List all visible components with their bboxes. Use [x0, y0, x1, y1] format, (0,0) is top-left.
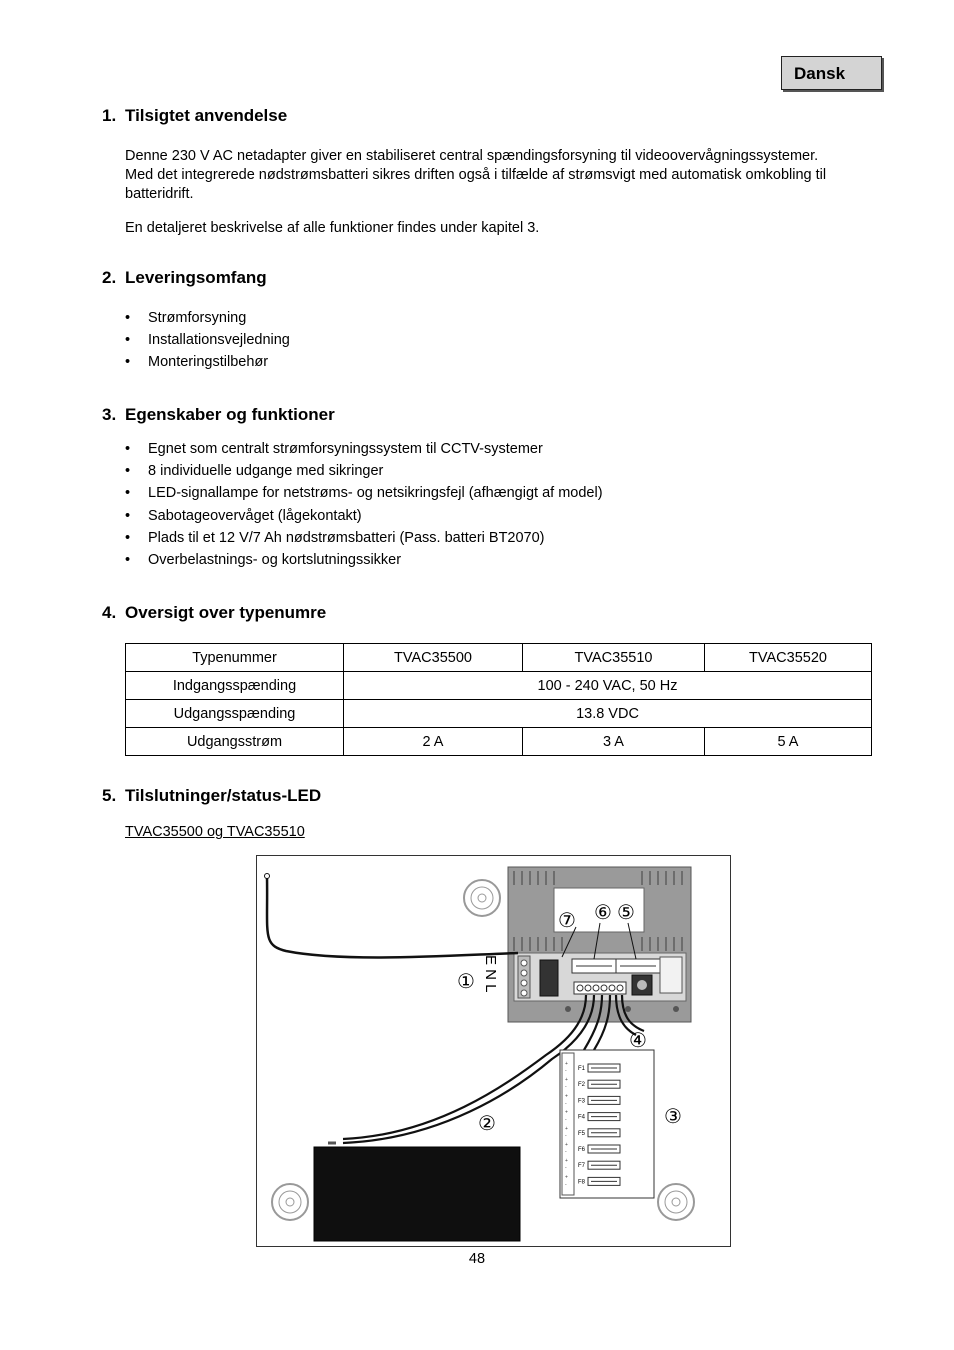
- table-cell: 13.8 VDC: [344, 700, 872, 728]
- callout-5: ⑤: [617, 900, 635, 924]
- section-heading-5: [102, 786, 321, 806]
- type-number-table: [125, 643, 872, 756]
- list-item: • LED-signallampe for netstrøms- og netsikringsfejl (afhængigt af model): [125, 482, 603, 504]
- svg-text:-: -: [565, 1149, 567, 1155]
- list-item: • Overbelastnings- og kortslutningssikker: [125, 549, 603, 571]
- table-cell: 3 A: [523, 728, 705, 756]
- section-heading-2: [102, 268, 267, 288]
- section-heading-3: [102, 405, 335, 425]
- table-row: [126, 644, 872, 672]
- section-title: Oversigt over typenumre: [125, 603, 327, 622]
- table-header-cell: TVAC35500: [344, 644, 523, 672]
- callout-1: ①: [457, 969, 475, 993]
- list-item: • Installationsvejledning: [125, 329, 290, 351]
- section-title: Tilslutninger/status-LED: [125, 786, 322, 805]
- list-item: • Egnet som centralt strømforsyningssystem til CCTV-systemer: [125, 438, 603, 460]
- list-item: • Plads til et 12 V/7 Ah nødstrømsbatteri (Pass. batteri BT2070): [125, 527, 603, 549]
- section-title: Tilsigtet anvendelse: [125, 106, 288, 125]
- table-header-cell: TVAC35520: [705, 644, 872, 672]
- fuse-label: F1: [578, 1066, 586, 1072]
- bullet-list: [125, 307, 290, 374]
- table-cell: Udgangsspænding: [126, 700, 344, 728]
- svg-text:+: +: [565, 1174, 568, 1181]
- fuse-label: F3: [578, 1098, 586, 1105]
- section-title: Leveringsomfang: [125, 268, 267, 287]
- callout-7: ⑦: [558, 908, 576, 932]
- fuse-label: F2: [578, 1082, 586, 1089]
- list-item: • Strømforsyning: [125, 307, 290, 329]
- svg-text:+: +: [565, 1158, 568, 1165]
- svg-text:+: +: [565, 1093, 568, 1100]
- table-cell: Udgangsstrøm: [126, 728, 344, 756]
- fuse-label: F8: [578, 1179, 586, 1186]
- language-tab: Dansk: [781, 56, 882, 90]
- paragraph: En detaljeret beskrivelse af alle funktioner findes under kapitel 3.: [125, 220, 540, 236]
- svg-text:-: -: [565, 1165, 567, 1172]
- svg-text:-: -: [565, 1116, 567, 1123]
- wiring-diagram: [256, 855, 731, 1247]
- table-cell: 100 - 240 VAC, 50 Hz: [344, 672, 872, 700]
- callout-6: ⑥: [594, 900, 612, 924]
- section-heading-1: [102, 106, 287, 126]
- fuse-label: F5: [578, 1130, 586, 1137]
- table-row: [126, 700, 872, 728]
- table-cell: 2 A: [344, 728, 523, 756]
- table-cell: Indgangsspænding: [126, 672, 344, 700]
- table-row: [126, 728, 872, 756]
- fuse-label: F6: [578, 1147, 586, 1153]
- list-item: • Sabotageovervåget (lågekontakt): [125, 505, 603, 527]
- svg-text:-: -: [565, 1132, 567, 1139]
- section-number: 5.: [102, 786, 117, 805]
- svg-text:+: +: [565, 1125, 568, 1132]
- battery: [314, 1147, 520, 1241]
- fuse-label: F7: [578, 1163, 586, 1170]
- svg-text:-: -: [565, 1084, 567, 1091]
- svg-text:+: +: [565, 1109, 568, 1116]
- section-number: 3.: [102, 405, 117, 424]
- bullet-list: [125, 438, 603, 571]
- terminal-label: E N L: [482, 955, 499, 993]
- page-number: 48: [468, 1251, 486, 1267]
- svg-text:-: -: [565, 1068, 567, 1074]
- list-item: • Monteringstilbehør: [125, 351, 290, 373]
- callout-4: ④: [629, 1028, 647, 1052]
- table-header-cell: Typenummer: [126, 644, 344, 672]
- fuse-label: F4: [578, 1114, 586, 1121]
- power-supply-module: [508, 867, 691, 1022]
- callout-3: ③: [664, 1104, 682, 1128]
- section-title: Egenskaber og funktioner: [125, 405, 335, 424]
- section-number: 4.: [102, 603, 117, 622]
- callout-2: ②: [478, 1111, 496, 1135]
- svg-text:-: -: [565, 1100, 567, 1107]
- paragraph: Denne 230 V AC netadapter giver en stabiliseret central spændingsforsyning til videoovervågningssystemer. Med det integrerede nødstrømsbatteri sikres driften også i tilfælde af strømsvigt med automatisk omkobling til batteridrift.: [125, 148, 827, 202]
- svg-text:+: +: [565, 1077, 568, 1084]
- section-number: 1.: [102, 106, 117, 125]
- svg-text:+: +: [565, 1061, 568, 1067]
- list-item: • 8 individuelle udgange med sikringer: [125, 460, 603, 482]
- svg-text:+: +: [565, 1142, 568, 1148]
- model-subtitle: TVAC35500 og TVAC35510: [125, 824, 305, 840]
- table-cell: 5 A: [705, 728, 872, 756]
- table-row: [126, 672, 872, 700]
- section-heading-4: [102, 603, 326, 623]
- svg-text:-: -: [565, 1181, 567, 1188]
- table-header-cell: TVAC35510: [523, 644, 705, 672]
- section-number: 2.: [102, 268, 117, 287]
